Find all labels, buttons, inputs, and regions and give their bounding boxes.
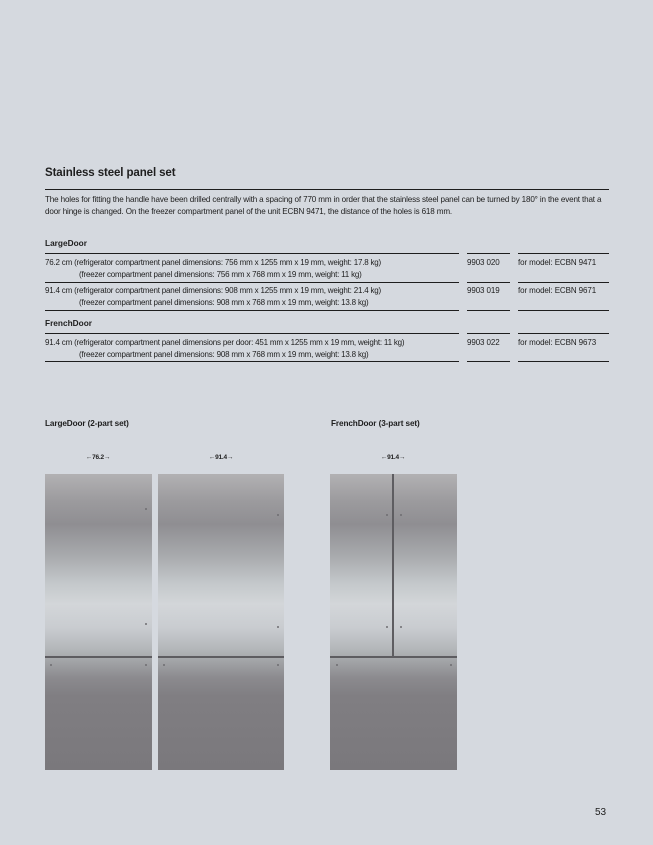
row-divider — [45, 282, 459, 283]
page-number: 53 — [595, 807, 607, 818]
section-title-frenchdoor: FrenchDoor — [45, 318, 93, 328]
handle-hole — [386, 626, 388, 628]
table-row-largedoor-76 — [45, 257, 459, 281]
figure-title-largedoor: LargeDoor (2-part set) — [45, 419, 129, 428]
row-rule — [45, 253, 459, 254]
handle-hole — [336, 664, 338, 666]
dimension-label-91: ←91.4→ — [208, 454, 234, 461]
row-rule — [518, 333, 609, 334]
handle-hole — [277, 664, 279, 666]
handle-hole — [163, 664, 165, 666]
row-rule — [518, 253, 609, 254]
row-dimensions: 76.2 cm (refrigerator compartment panel dimensions: 756 mm x 1255 mm x 19 mm, weight: 17.8 kg) — [45, 258, 382, 267]
article-number: 9903 019 — [467, 286, 500, 295]
article-number: 9903 022 — [467, 338, 500, 347]
row-dimensions: 91.4 cm (refrigerator compartment panel dimensions per door: 451 mm x 1255 mm x 19 mm, weight: 11 kg) — [45, 338, 405, 347]
figure-title-frenchdoor: FrenchDoor (3-part set) — [331, 419, 420, 428]
row-dimensions: 91.4 cm (refrigerator compartment panel dimensions: 908 mm x 1255 mm x 19 mm, weight: 21.4 kg) — [45, 286, 382, 295]
row-divider — [467, 361, 510, 362]
row-rule — [467, 333, 510, 334]
row-divider — [45, 361, 459, 362]
row-freezer-dimensions: (freezer compartment panel dimensions: 756 mm x 768 mm x 19 mm, weight: 11 kg) — [79, 270, 362, 279]
handle-hole — [400, 626, 402, 628]
handle-hole — [400, 514, 402, 516]
handle-hole — [277, 626, 279, 628]
model-label: for model: ECBN 9673 — [518, 338, 597, 347]
handle-hole — [277, 514, 279, 516]
handle-hole — [386, 514, 388, 516]
french-door-seam — [392, 474, 394, 657]
table-row-frenchdoor-91 — [45, 337, 459, 361]
table-row-largedoor-91 — [45, 285, 459, 309]
intro-paragraph: The holes for fitting the handle have been drilled centrally with a spacing of 770 mm in order that the stainless steel panel can be turned by 180° in the event that a door hinge is changed. On the freezer compartment panel of the unit ECBN 9471, the distance of the holes is 618 mm. — [45, 195, 602, 216]
row-divider — [518, 282, 609, 283]
panel-largedoor-76 — [45, 474, 152, 770]
row-rule — [467, 253, 510, 254]
model-label: for model: ECBN 9671 — [518, 286, 597, 295]
dimension-label-91: ←91.4→ — [380, 454, 406, 461]
row-divider — [518, 361, 609, 362]
freezer-divider — [45, 656, 152, 658]
row-divider — [518, 310, 609, 311]
page-heading: Stainless steel panel set — [45, 167, 176, 179]
handle-hole — [145, 623, 147, 625]
handle-hole — [50, 664, 52, 666]
row-rule — [45, 333, 459, 334]
section-title-largedoor: LargeDoor — [45, 238, 87, 248]
panel-frenchdoor-91 — [330, 474, 457, 770]
panel-largedoor-91 — [158, 474, 284, 770]
handle-hole — [145, 664, 147, 666]
handle-hole — [450, 664, 452, 666]
row-divider — [45, 310, 459, 311]
handle-hole — [145, 508, 147, 510]
freezer-divider — [158, 656, 284, 658]
row-divider — [467, 282, 510, 283]
dimension-label-76: ←76.2→ — [85, 454, 111, 461]
heading-rule — [45, 189, 609, 190]
row-freezer-dimensions: (freezer compartment panel dimensions: 908 mm x 768 mm x 19 mm, weight: 13.8 kg) — [79, 298, 369, 307]
article-number: 9903 020 — [467, 258, 500, 267]
row-freezer-dimensions: (freezer compartment panel dimensions: 908 mm x 768 mm x 19 mm, weight: 13.8 kg) — [79, 350, 369, 359]
row-divider — [467, 310, 510, 311]
model-label: for model: ECBN 9471 — [518, 258, 597, 267]
